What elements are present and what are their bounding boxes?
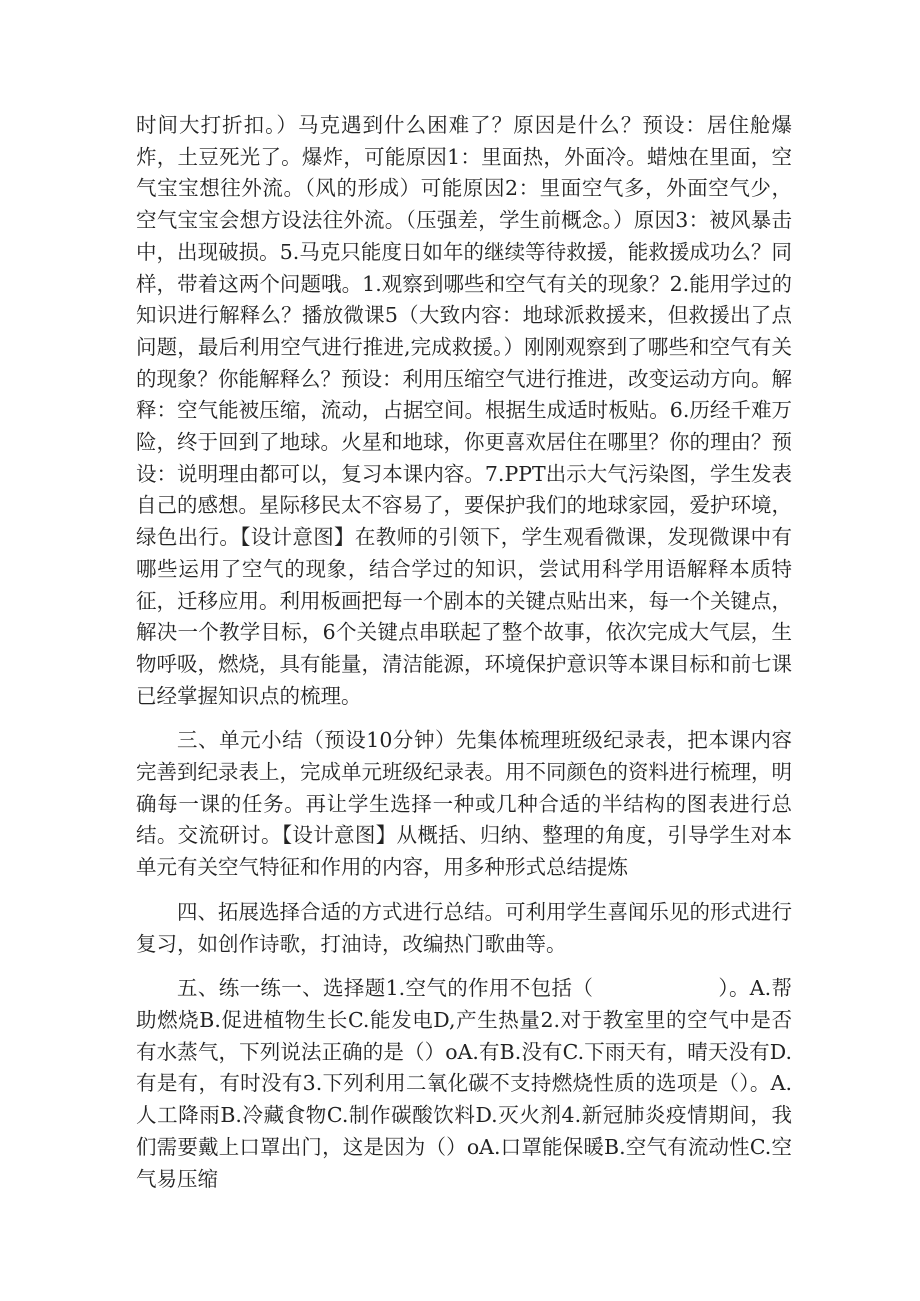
paragraph-practice: 五、练一练一、选择题1.空气的作用不包括（ ）。A.帮助燃烧B.促进植物生长C.能发电D,产生热量2.对于教室里的空气中是否有水蒸气，下列说法正确的是（）oA.有B.没有C.下雨天有，晴天没有D.有是有，有时没有3.下列利用二氧化碳不支持燃烧性质的选项是（）。A.人工降雨B.冷藏食物C.制作碳酸饮料D.灭火剂4.新冠肺炎疫情期间，我们需要戴上口罩出门，这是因为（）oA.口罩能保暖B.空气有流动性C.空气易压缩 — [136, 976, 792, 1191]
paragraph-unit-summary: 三、单元小结（预设10分钟）先集体梳理班级纪录表，把本课内容完善到纪录表上，完成单元班级纪录表。用不同颜色的资料进行梳理，明确每一课的任务。再让学生选择一种或几种合适的半结构的图表进行总结。交流研讨。【设计意图】从概括、归纳、整理的角度，引导学生对本单元有关空气特征和作用的内容，用多种形式总结提炼 — [136, 728, 792, 880]
document-body — [136, 110, 792, 1195]
paragraph-lesson-story: 时间大打折扣。）马克遇到什么困难了？原因是什么？预设：居住舱爆炸，土豆死光了。爆炸，可能原因1：里面热，外面冷。蜡烛在里面，空气宝宝想往外流。（风的形成）可能原因2：里面空气多，外面空气少，空气宝宝会想方设法往外流。（压强差，学生前概念。）原因3：被风暴击中，出现破损。5.马克只能度日如年的继续等待救援，能救援成功么？同样，带着这两个问题哦。1.观察到哪些和空气有关的现象？2.能用学过的知识进行解释么？播放微课5（大致内容：地球派救援来，但救援出了点问题，最后利用空气进行推进,完成救援。）刚刚观察到了哪些和空气有关的现象？你能解释么？预设：利用压缩空气进行推进，改变运动方向。解释：空气能被压缩，流动，占据空间。根据生成适时板贴。6.历经千难万险，终于回到了地球。火星和地球，你更喜欢居住在哪里？你的理由？预设：说明理由都可以，复习本课内容。7.PPT出示大气污染图，学生发表自己的感想。星际移民太不容易了，要保护我们的地球家园，爱护环境，绿色出行。【设计意图】在教师的引领下，学生观看微课，发现微课中有哪些运用了空气的现象，结合学过的知识，尝试用科学用语解释本质特征，迁移应用。利用板画把每一个剧本的关键点贴出来，每一个关键点，解决一个教学目标，6个关键点串联起了整个故事，依次完成大气层，生物呼吸，燃烧，具有能量，清洁能源，环境保护意识等本课目标和前七课已经掌握知识点的梳理。 — [136, 113, 792, 708]
paragraph-extension: 四、拓展选择合适的方式进行总结。可利用学生喜闻乐见的形式进行复习，如创作诗歌，打油诗，改编热门歌曲等。 — [136, 899, 792, 956]
